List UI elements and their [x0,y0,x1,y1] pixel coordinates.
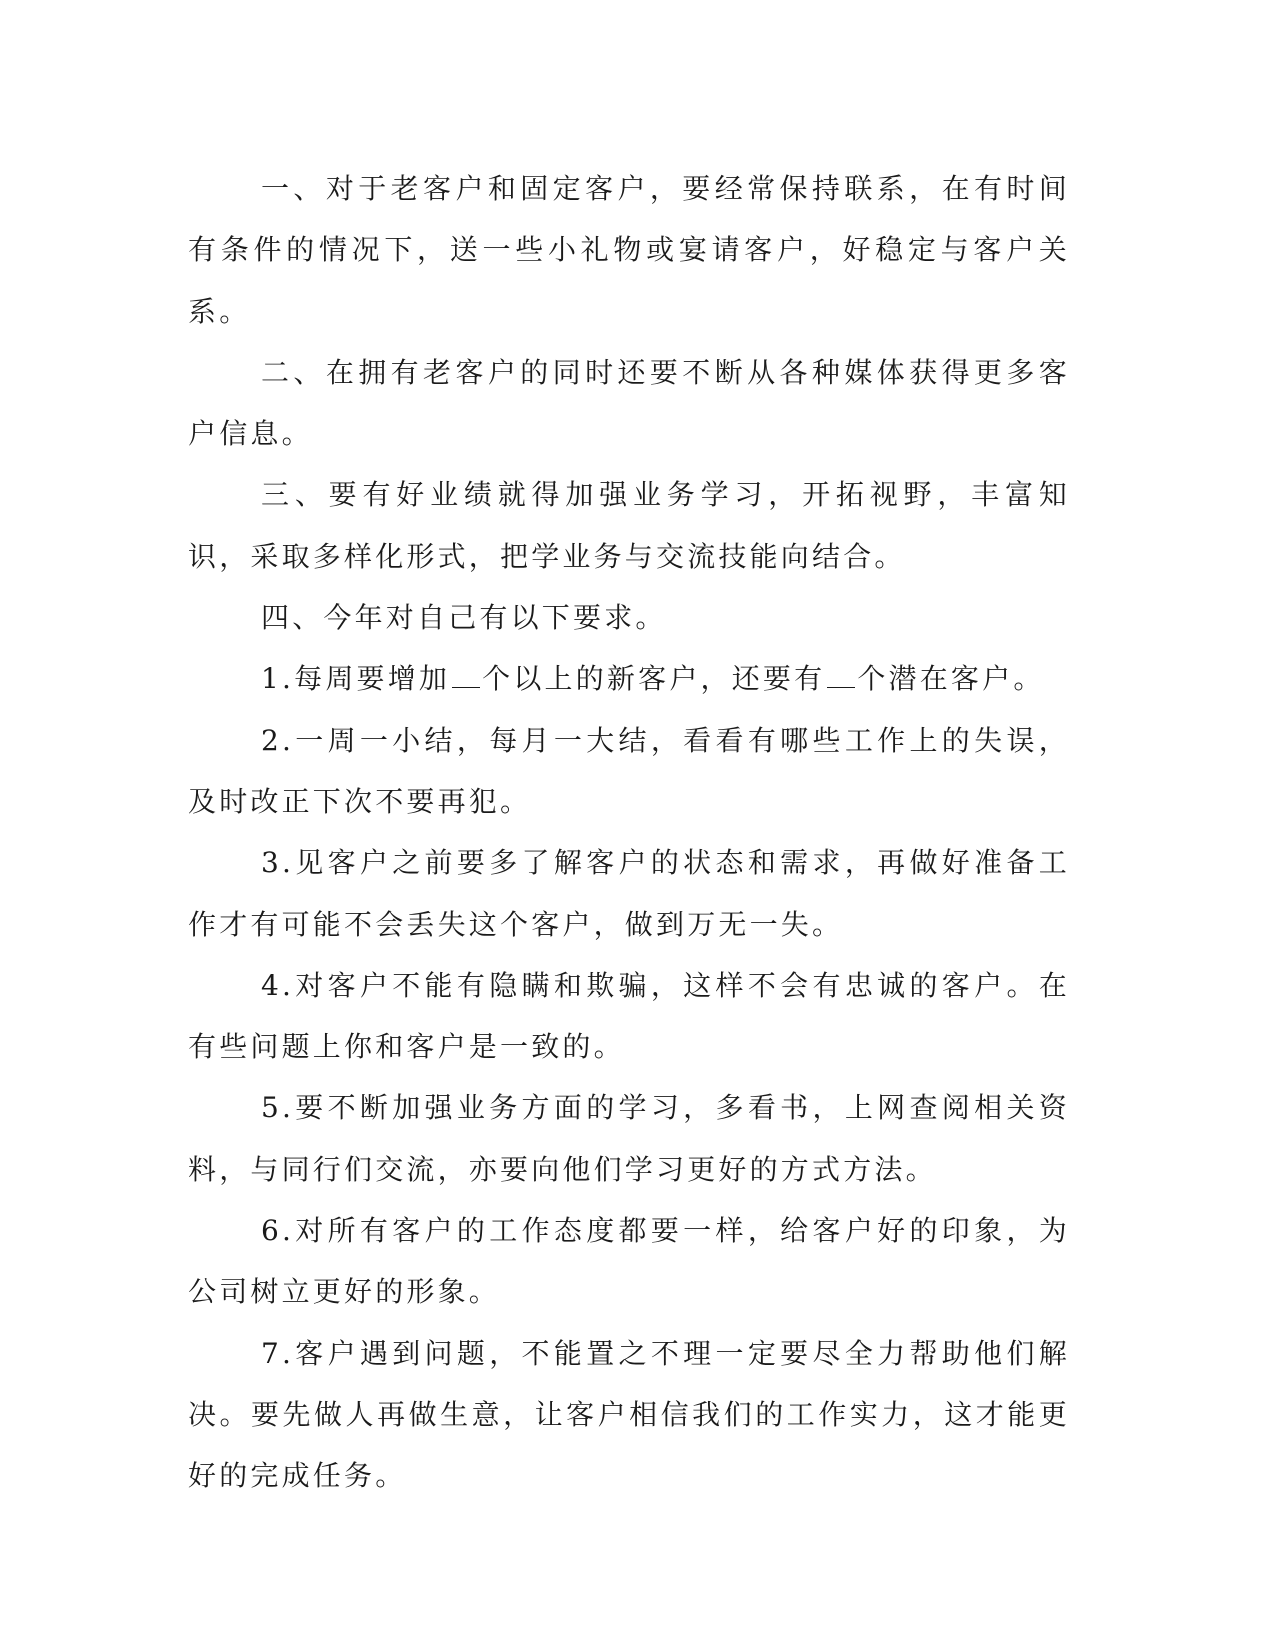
list-item-1-part-a: 1.每周要增加 [261,662,451,696]
paragraph-4: 四、今年对自己有以下要求。 [261,601,667,635]
list-item-6: 6.对所有客户的工作态度都要一样，给客户好的印象，为公司树立更好的形象。 [188,1214,1070,1309]
list-item-5: 5.要不断加强业务方面的学习，多看书，上网查阅相关资料，与同行们交流，亦要向他们学习更好的方式方法。 [188,1091,1070,1186]
list-item-3: 3.见客户之前要多了解客户的状态和需求，再做好准备工作才有可能不会丢失这个客户，做到万无一失。 [188,846,1070,941]
list-item-1-part-b: 个以上的新客户，还要有 [482,662,826,696]
paragraph-2: 二、在拥有老客户的同时还要不断从各种媒体获得更多客户信息。 [188,355,1070,451]
paragraph-3: 三、要有好业绩就得加强业务学习，开拓视野，丰富知识，采取多样化形式，把学业务与交流技能向结合。 [188,478,1070,573]
list-item-4: 4.对客户不能有隐瞒和欺骗，这样不会有忠诚的客户。在有些问题上你和客户是一致的。 [188,968,1070,1064]
fill-in-blank [827,663,855,688]
document-body [188,158,1070,1507]
list-item-7: 7.客户遇到问题，不能置之不理一定要尽全力帮助他们解决。要先做人再做生意，让客户相信我们的工作实力，这才能更好的完成任务。 [188,1336,1070,1493]
list-item-1 [188,648,1070,709]
list-item-1-part-c: 个潜在客户。 [857,662,1045,696]
list-item-2: 2.一周一小结，每月一大结，看看有哪些工作上的失误，及时改正下次不要再犯。 [188,723,1070,818]
fill-in-blank [452,663,480,688]
paragraph-1: 一、对于老客户和固定客户，要经常保持联系，在有时间有条件的情况下，送一些小礼物或宴请客户，好稳定与客户关系。 [188,172,1070,328]
